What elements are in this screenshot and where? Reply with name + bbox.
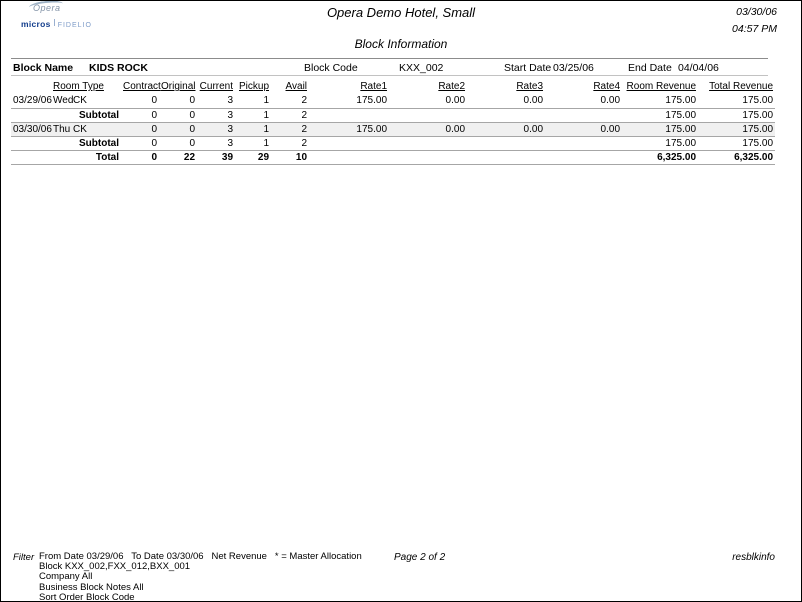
cell-rate1: 175.00 [309,94,389,108]
cell-current: 39 [197,150,235,164]
start-date-label: Start Date [504,62,552,74]
cell-room-revenue: 6,325.00 [622,150,698,164]
cell-total-revenue: 6,325.00 [698,150,775,164]
header-room-revenue: Room Revenue [626,81,697,92]
filter-line-blocks: Block KXX_002,FXX_012,BXX_001 [39,561,191,573]
cell-contract: 0 [121,94,159,108]
cell-subtotal-label: Subtotal [11,108,121,122]
cell-rate4: 0.00 [545,94,622,108]
cell-pickup: 1 [235,122,271,136]
cell-date: 03/30/06 [13,123,52,135]
header-original: Original [161,81,196,92]
cell-contract: 0 [121,136,159,150]
hotel-name-title: Opera Demo Hotel, Small [326,5,476,20]
header-contract: Contract [123,81,161,92]
table-row-03-30-06 [11,122,775,136]
header-avail: Avail [285,81,308,92]
print-datetime [732,4,777,38]
cell-rate2: 0.00 [389,122,467,136]
cell-rate2: 0.00 [389,94,467,108]
cell-rates-empty [309,136,622,150]
cell-avail: 10 [271,150,309,164]
cell-day: Wed [53,95,74,107]
cell-room-revenue: 175.00 [622,108,698,122]
end-date-label: End Date [628,62,672,74]
cell-contract: 0 [121,122,159,136]
cell-current: 3 [197,94,235,108]
cell-current: 3 [197,122,235,136]
cell-original: 0 [159,108,197,122]
cell-contract: 0 [121,108,159,122]
cell-current: 3 [197,108,235,122]
cell-avail: 2 [271,122,309,136]
cell-avail: 2 [271,108,309,122]
cell-avail: 2 [271,94,309,108]
cell-pickup: 29 [235,150,271,164]
cell-avail: 2 [271,136,309,150]
cell-room-revenue: 175.00 [622,136,698,150]
cell-original: 22 [159,150,197,164]
header-room-type: Room Type [53,81,104,92]
cell-pickup: 1 [235,108,271,122]
filter-criteria [39,552,362,602]
micros-wordmark: micros [21,19,51,29]
header-rate3: Rate3 [516,81,544,92]
filter-line-notes: Business Block Notes All [39,581,144,593]
fidelio-wordmark: FIDELIO [57,22,92,29]
table-row-total [11,150,775,164]
cell-original: 0 [159,136,197,150]
print-date: 03/30/06 [736,6,777,18]
table-row-03-29-06 [11,94,775,108]
start-date-value: 03/25/06 [553,62,594,74]
block-info-bar [11,58,768,76]
cell-total-revenue: 175.00 [698,122,775,136]
cell-pickup: 1 [235,94,271,108]
cell-room-revenue: 175.00 [622,94,698,108]
cell-room-type: CK [71,122,121,136]
cell-rate4: 0.00 [545,122,622,136]
table-header-row [11,78,775,94]
cell-rate3: 0.00 [467,94,545,108]
filter-label: Filter [13,552,35,563]
end-date-value: 04/04/06 [678,62,719,74]
table-row-subtotal-2 [11,136,775,150]
header-rate2: Rate2 [438,81,466,92]
filter-line-sort: Sort Order Block Code [39,591,135,602]
cell-rate3: 0.00 [467,122,545,136]
cell-total-revenue: 175.00 [698,94,775,108]
block-name-label: Block Name [13,62,74,74]
cell-current: 3 [197,136,235,150]
block-code-value: KXX_002 [399,62,444,74]
table-row-subtotal-1 [11,108,775,122]
header-rate1: Rate1 [360,81,388,92]
print-time: 04:57 PM [732,23,777,35]
cell-subtotal-label: Subtotal [11,136,121,150]
opera-wordmark: Opera [33,3,61,13]
cell-original: 0 [159,122,197,136]
logo-divider [54,19,55,26]
page-number: Page 2 of 2 [394,552,446,563]
header-total-revenue: Total Revenue [709,81,774,92]
block-information-table [11,78,775,165]
header-pickup: Pickup [239,81,270,92]
report-id: resblkinfo [732,552,775,563]
cell-day: Thu [53,123,71,135]
cell-total-revenue: 175.00 [698,136,775,150]
header-spacer [11,78,51,94]
cell-total-revenue: 175.00 [698,108,775,122]
cell-rates-empty [309,108,622,122]
cell-contract: 0 [121,150,159,164]
cell-rates-empty [309,150,622,164]
cell-rate1: 175.00 [309,122,389,136]
cell-date: 03/29/06 [13,95,52,107]
cell-room-type: CK [71,94,121,108]
cell-room-revenue: 175.00 [622,122,698,136]
block-code-label: Block Code [304,62,358,74]
header-rate4: Rate4 [593,81,621,92]
filter-line-dates: From Date 03/29/06 To Date 03/30/06 Net Revenue * = Master Allocation [39,551,362,562]
cell-original: 0 [159,94,197,108]
block-name-value: KIDS ROCK [89,62,148,74]
filter-line-company: Company All [39,571,93,583]
report-title: Block Information [354,37,448,51]
cell-total-label: Total [11,150,121,164]
header-current: Current [199,81,234,92]
cell-pickup: 1 [235,136,271,150]
